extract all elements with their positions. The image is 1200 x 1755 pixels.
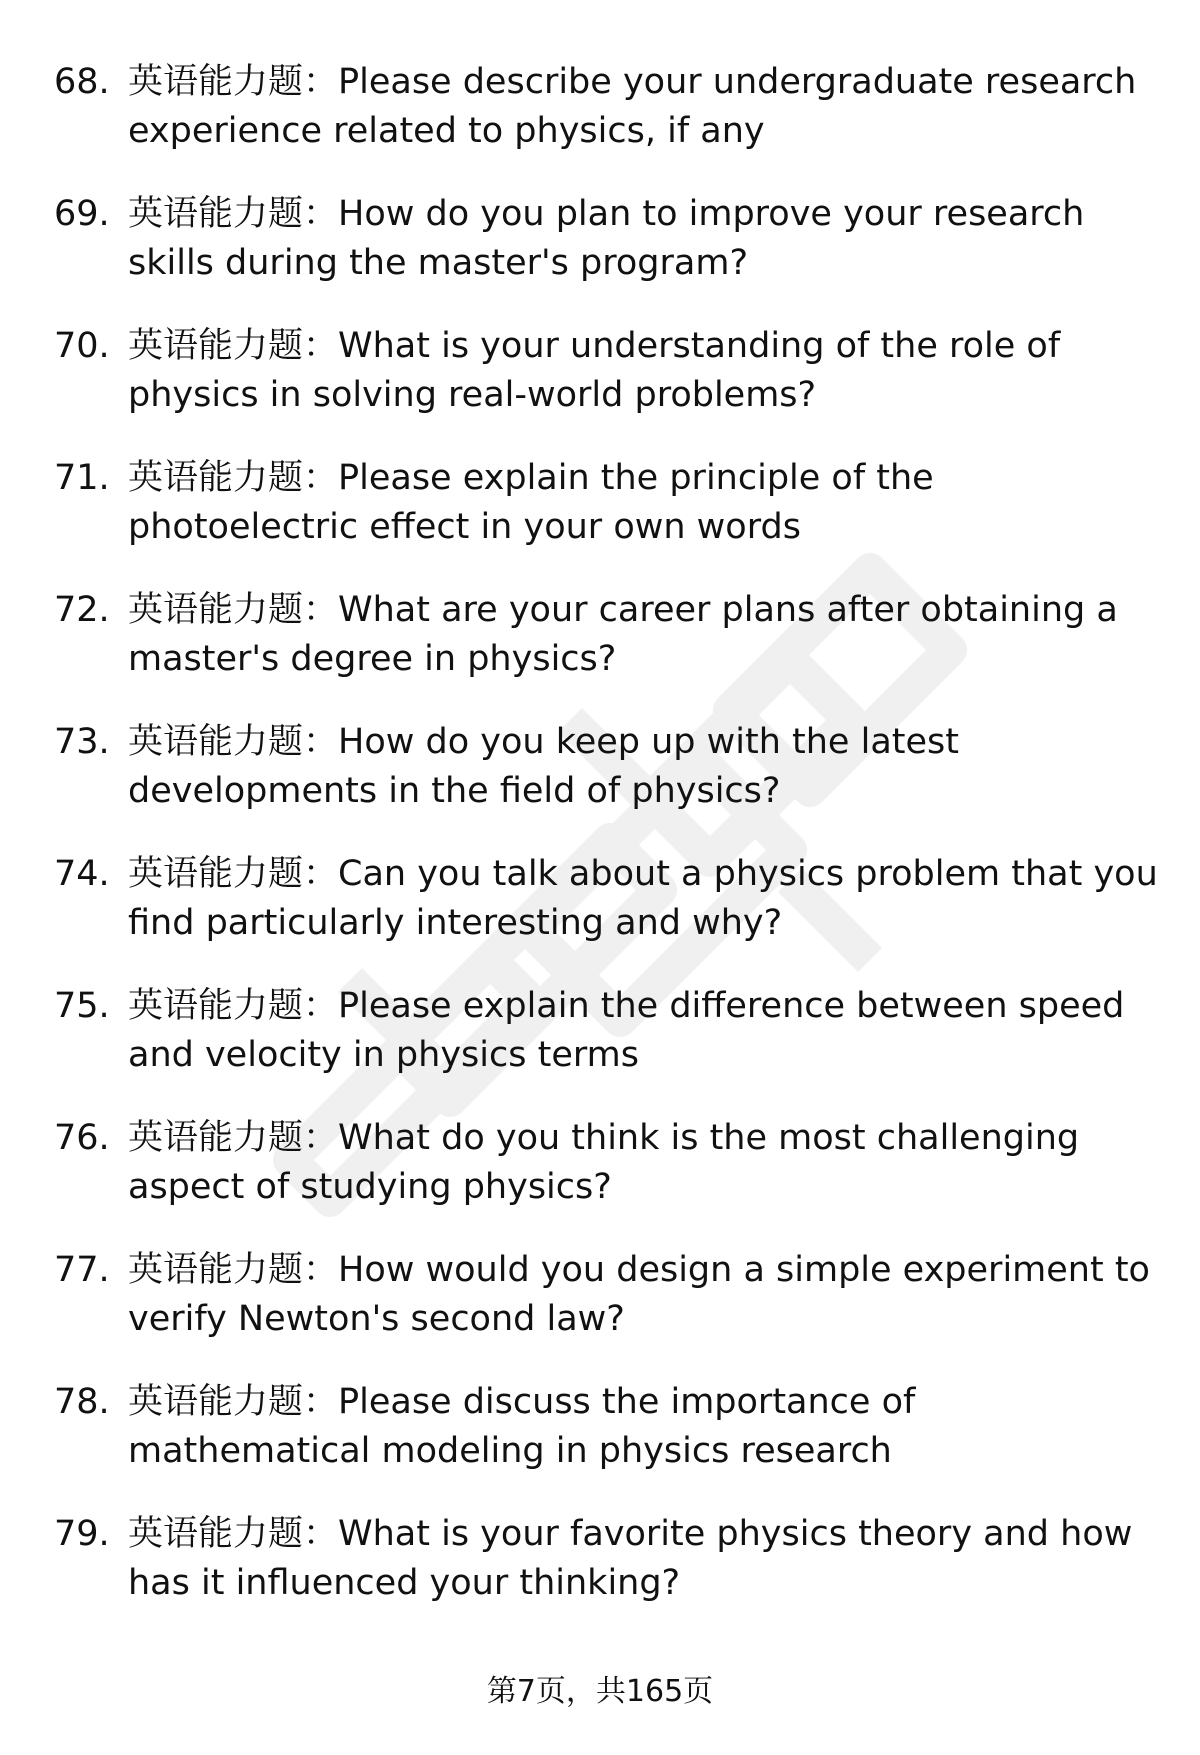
- question-label: 英语能力题：: [128, 590, 339, 630]
- list-item: [0, 586, 1200, 718]
- question-text: [128, 1246, 1168, 1344]
- question-body: How do you plan to improve your research skills during the master's program?: [128, 194, 1085, 283]
- question-body: Can you talk about a physics problem that you find particularly interesting and why?: [128, 854, 1158, 943]
- question-list: [0, 58, 1200, 1642]
- question-number: 72.: [54, 590, 110, 630]
- question-body: Please explain the principle of the photoelectric effect in your own words: [128, 458, 934, 547]
- question-label: 英语能力题：: [128, 1382, 339, 1422]
- question-label: 英语能力题：: [128, 722, 339, 762]
- question-label: 英语能力题：: [128, 1250, 339, 1290]
- question-text: [128, 322, 1168, 420]
- question-text: [128, 718, 1168, 816]
- question-body: How do you keep up with the latest developments in the field of physics?: [128, 722, 959, 811]
- question-text: [128, 58, 1168, 156]
- list-item: [0, 982, 1200, 1114]
- list-item: [0, 718, 1200, 850]
- question-text: [128, 1114, 1168, 1212]
- list-item: [0, 454, 1200, 586]
- question-label: 英语能力题：: [128, 194, 339, 234]
- question-text: [128, 586, 1168, 684]
- question-number: 77.: [54, 1250, 110, 1290]
- question-body: Please describe your undergraduate research experience related to physics, if any: [128, 62, 1137, 151]
- question-text: [128, 190, 1168, 288]
- question-number: 68.: [54, 62, 110, 102]
- question-label: 英语能力题：: [128, 62, 339, 102]
- question-number: 78.: [54, 1382, 110, 1422]
- question-label: 英语能力题：: [128, 326, 339, 366]
- page-footer: 第7页，共165页: [486, 1674, 714, 1709]
- question-number: 71.: [54, 458, 110, 498]
- list-item: [0, 58, 1200, 190]
- question-body: How would you design a simple experiment to verify Newton's second law?: [128, 1250, 1150, 1339]
- list-item: [0, 1114, 1200, 1246]
- list-item: [0, 1246, 1200, 1378]
- question-label: 英语能力题：: [128, 458, 339, 498]
- question-label: 英语能力题：: [128, 1514, 339, 1554]
- question-number: 70.: [54, 326, 110, 366]
- list-item: [0, 190, 1200, 322]
- list-item: [0, 322, 1200, 454]
- list-item: [0, 1510, 1200, 1642]
- question-label: 英语能力题：: [128, 854, 339, 894]
- question-number: 73.: [54, 722, 110, 762]
- question-number: 76.: [54, 1118, 110, 1158]
- question-number: 69.: [54, 194, 110, 234]
- question-label: 英语能力题：: [128, 1118, 339, 1158]
- question-text: [128, 454, 1168, 552]
- question-body: Please discuss the importance of mathematical modeling in physics research: [128, 1382, 916, 1471]
- question-text: [128, 982, 1168, 1080]
- question-number: 74.: [54, 854, 110, 894]
- question-text: [128, 850, 1168, 948]
- question-body: Please explain the difference between speed and velocity in physics terms: [128, 986, 1125, 1075]
- question-body: What do you think is the most challenging aspect of studying physics?: [128, 1118, 1080, 1207]
- question-label: 英语能力题：: [128, 986, 339, 1026]
- question-number: 79.: [54, 1514, 110, 1554]
- list-item: [0, 850, 1200, 982]
- question-body: What is your understanding of the role of physics in solving real-world problems?: [128, 326, 1061, 415]
- question-body: What are your career plans after obtaining a master's degree in physics?: [128, 590, 1118, 679]
- question-body: What is your favorite physics theory and how has it influenced your thinking?: [128, 1514, 1133, 1603]
- question-text: [128, 1510, 1168, 1608]
- question-number: 75.: [54, 986, 110, 1026]
- question-text: [128, 1378, 1168, 1476]
- list-item: [0, 1378, 1200, 1510]
